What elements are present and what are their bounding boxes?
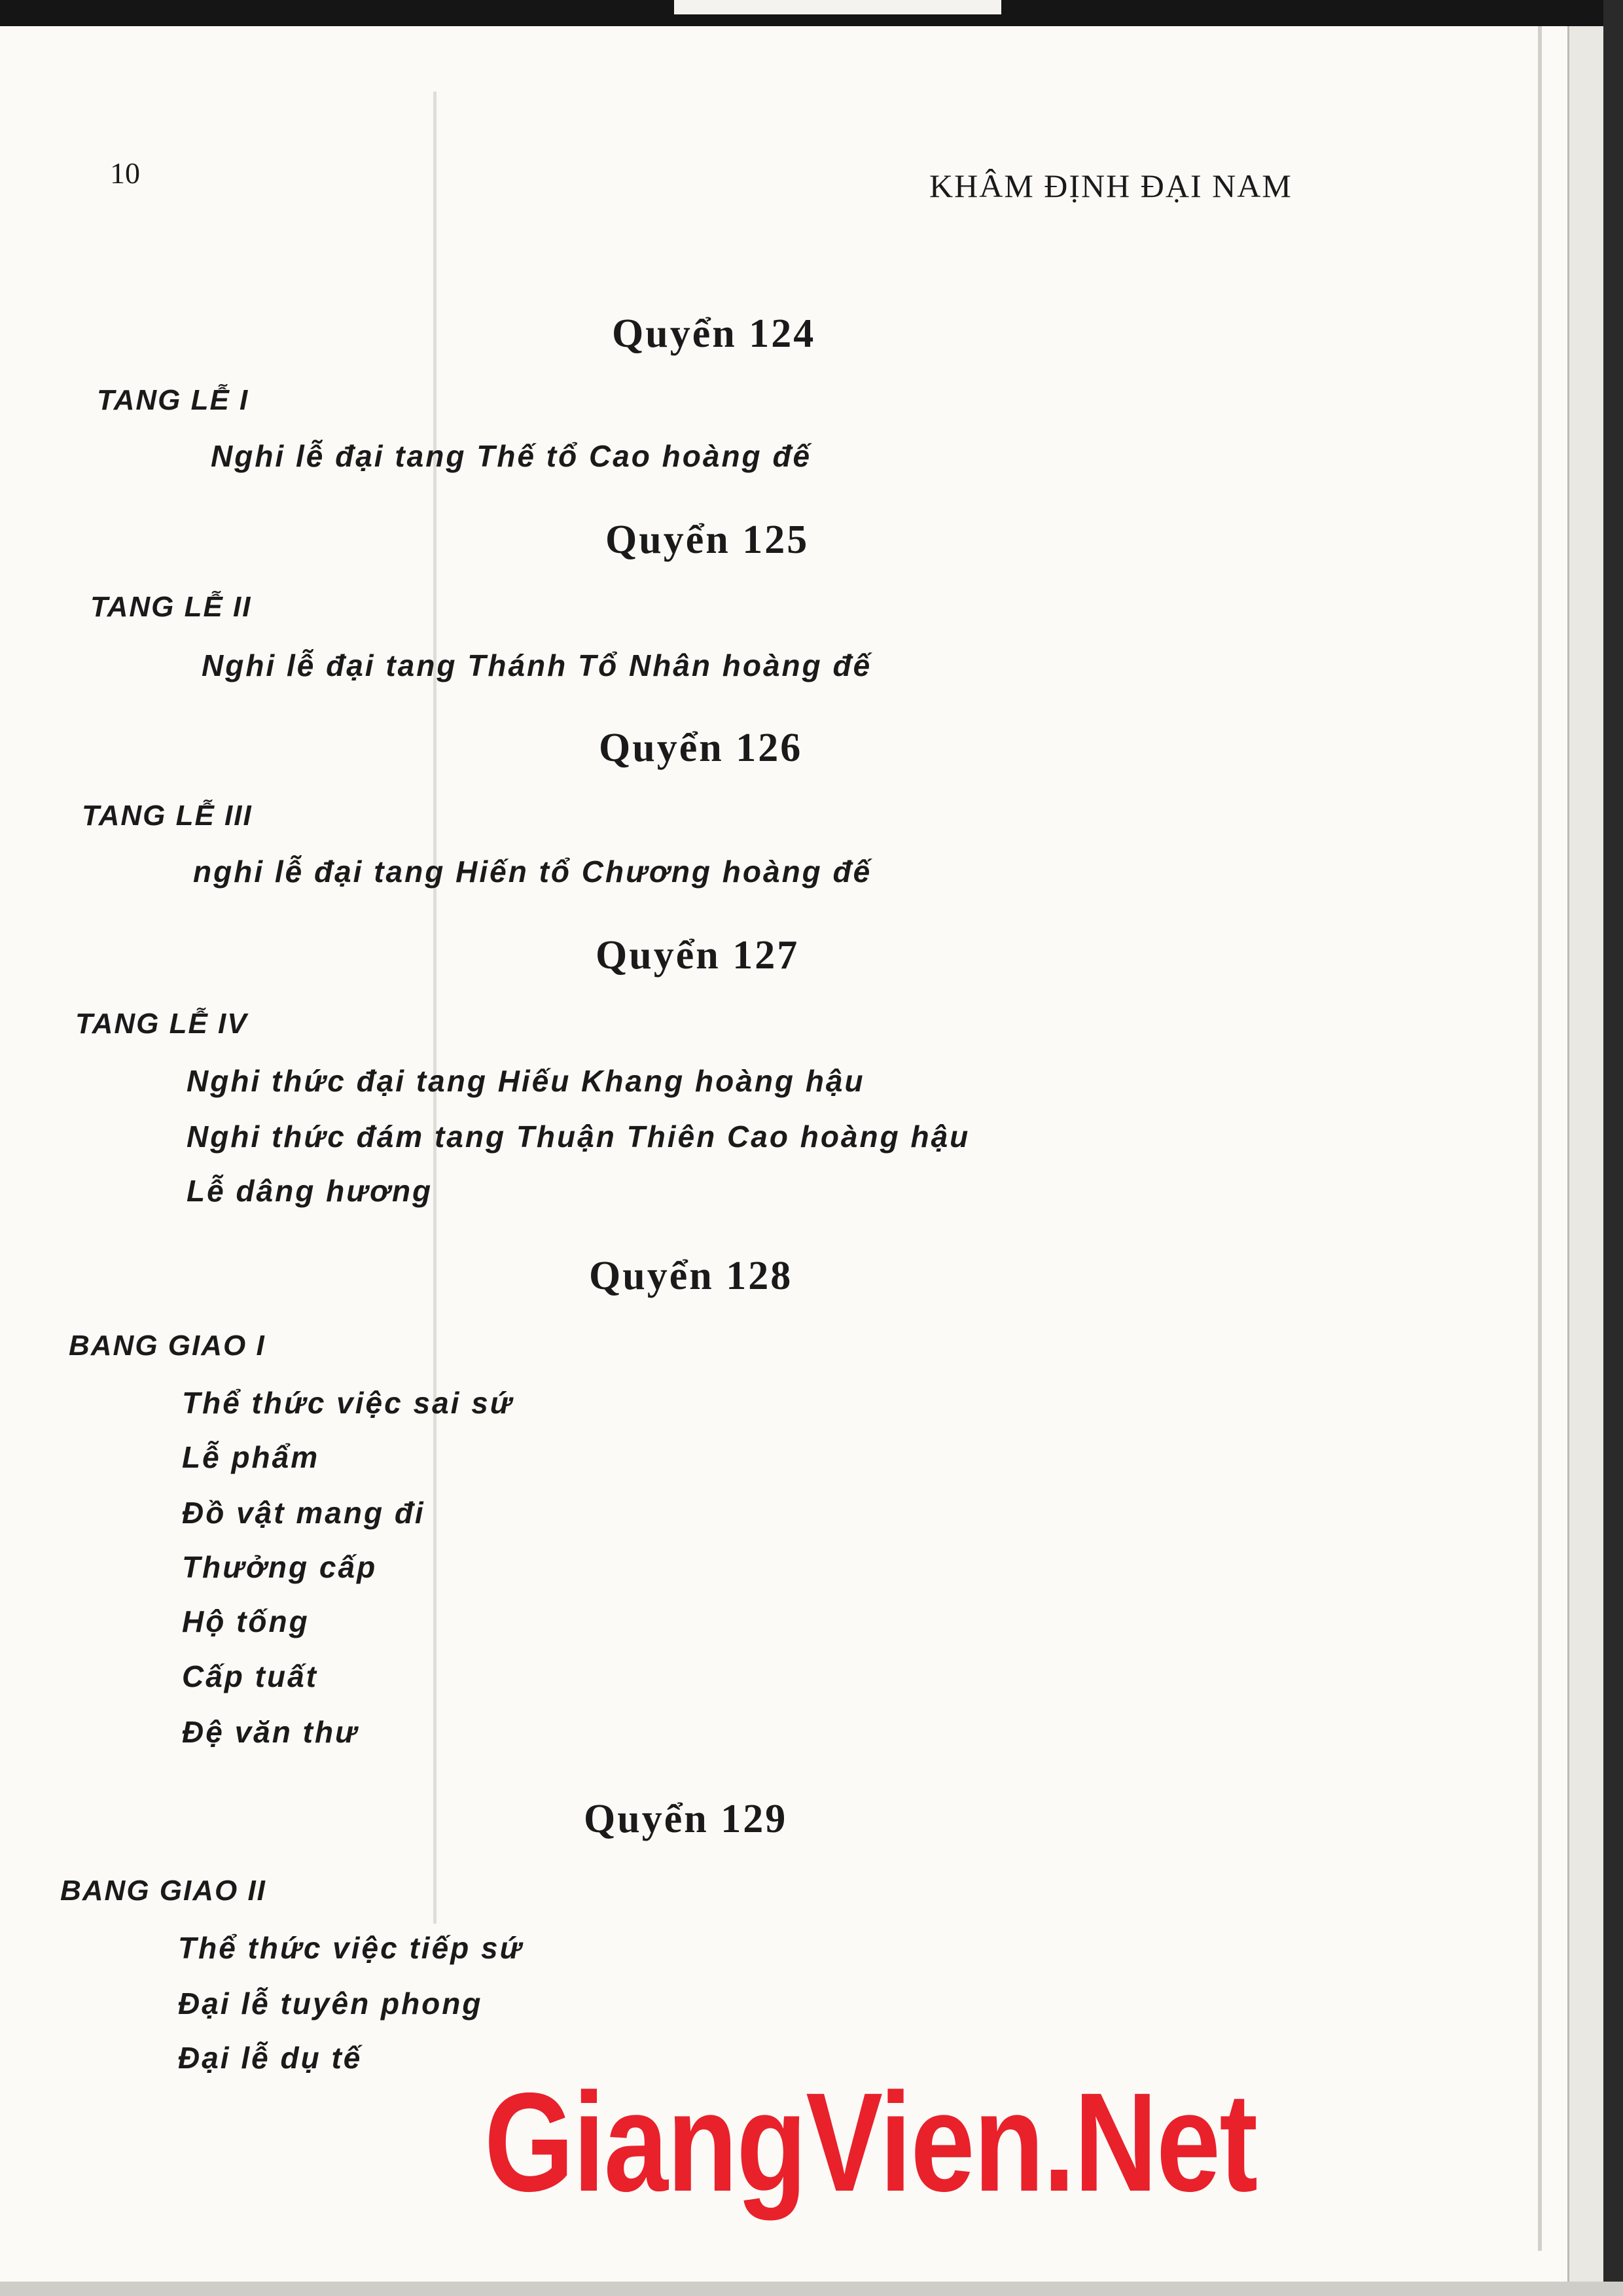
facing-page-edge xyxy=(1567,26,1605,2296)
section-heading: TANG LỄ I xyxy=(97,384,249,416)
watermark-logo: GiangVien.Net xyxy=(484,2063,1257,2221)
volume-title: Quyển 129 xyxy=(584,1797,788,1841)
list-item: Thể thức việc tiếp sứ xyxy=(178,1931,524,1965)
scan-edge-right xyxy=(1603,0,1623,2296)
list-item: Nghi thức đại tang Hiếu Khang hoàng hậu xyxy=(187,1064,865,1098)
list-item: Đại lễ tuyên phong xyxy=(178,1987,483,2021)
page-fold-line xyxy=(433,92,437,1924)
volume-title: Quyển 126 xyxy=(599,726,803,770)
list-item: Nghi thức đám tang Thuận Thiên Cao hoàng hậu xyxy=(187,1120,971,1154)
list-item: nghi lễ đại tang Hiến tổ Chương hoàng đế xyxy=(193,855,872,889)
volume-title: Quyển 125 xyxy=(605,518,810,562)
page-number: 10 xyxy=(110,156,140,190)
list-item: Đệ văn thư xyxy=(182,1715,359,1749)
volume-title: Quyển 128 xyxy=(589,1254,793,1298)
list-item: Thể thức việc sai sứ xyxy=(182,1386,514,1420)
list-item: Đại lễ dụ tế xyxy=(178,2041,363,2075)
list-item: Cấp tuất xyxy=(182,1659,318,1693)
page-binding-strip xyxy=(1538,26,1542,2251)
volume-title: Quyển 124 xyxy=(612,311,816,356)
list-item: Nghi lễ đại tang Thế tổ Cao hoàng đế xyxy=(211,439,812,473)
section-heading: TANG LỄ II xyxy=(90,591,252,623)
running-title: KHÂM ĐỊNH ĐẠI NAM xyxy=(929,168,1293,204)
section-heading: BANG GIAO II xyxy=(60,1875,266,1907)
scan-edge-gap xyxy=(674,0,1001,14)
section-heading: BANG GIAO I xyxy=(69,1330,266,1362)
volume-title: Quyển 127 xyxy=(596,933,800,978)
scan-edge-bottom xyxy=(0,2282,1623,2296)
list-item: Hộ tống xyxy=(182,1604,310,1638)
list-item: Lễ dâng hương xyxy=(187,1174,433,1208)
list-item: Đồ vật mang đi xyxy=(182,1496,425,1530)
list-item: Lễ phẩm xyxy=(182,1440,320,1474)
list-item: Nghi lễ đại tang Thánh Tổ Nhân hoàng đế xyxy=(202,648,872,682)
section-heading: TANG LỄ III xyxy=(82,800,253,832)
list-item: Thưởng cấp xyxy=(182,1550,378,1584)
section-heading: TANG LỄ IV xyxy=(75,1008,248,1040)
